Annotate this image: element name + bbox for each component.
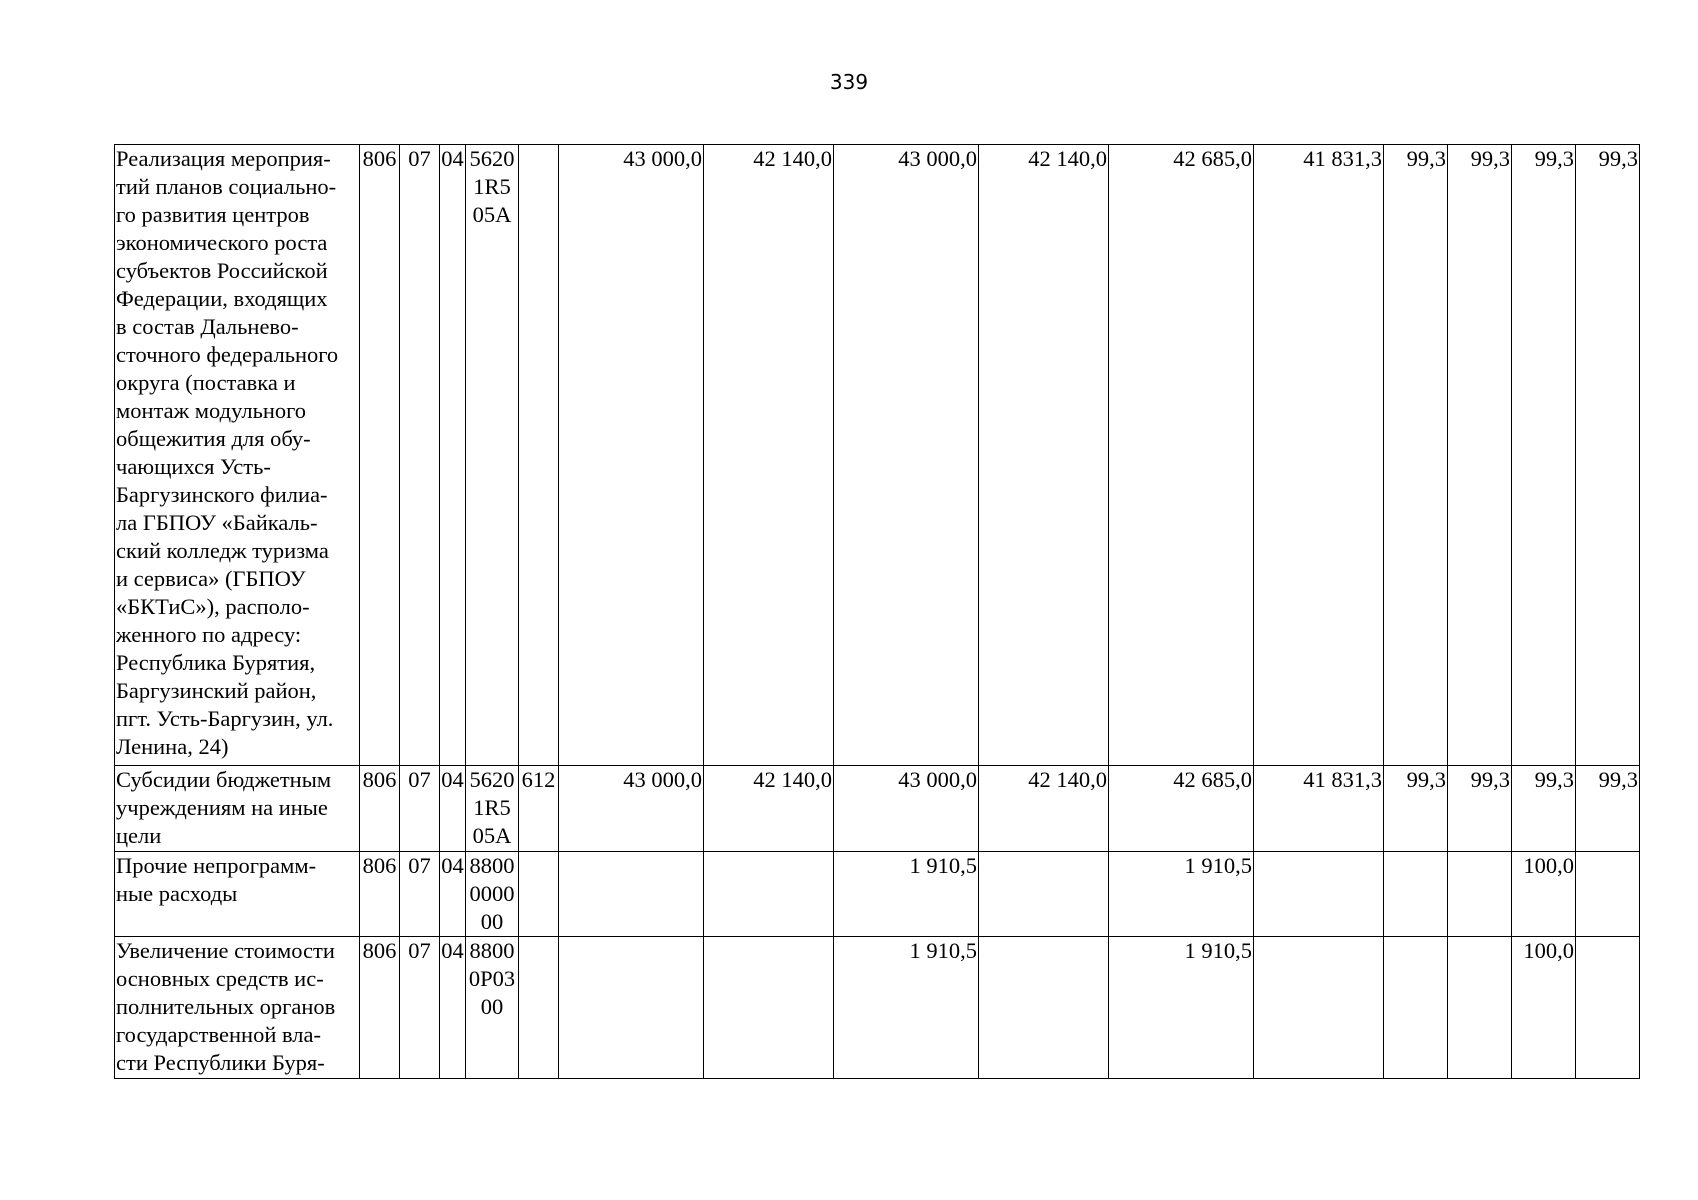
amount-2: 42 140,0 — [704, 766, 834, 852]
amount-2 — [704, 937, 834, 1079]
percent-1 — [1384, 937, 1448, 1079]
percent-3: 99,3 — [1512, 766, 1576, 852]
page-number: 339 — [829, 70, 869, 94]
expense-type-code — [519, 937, 559, 1079]
amount-4: 42 140,0 — [979, 145, 1109, 766]
amount-6: 41 831,3 — [1254, 766, 1384, 852]
row-name: Субсидии бюджетным учреждениям на иные цели — [115, 766, 360, 852]
section-code: 07 — [400, 852, 440, 937]
table-row — [115, 766, 1640, 852]
expense-type-code: 612 — [519, 766, 559, 852]
amount-3: 43 000,0 — [834, 145, 979, 766]
table-row — [115, 937, 1640, 1079]
expense-type-code — [519, 145, 559, 766]
amount-6 — [1254, 937, 1384, 1079]
amount-2 — [704, 852, 834, 937]
amount-4: 42 140,0 — [979, 766, 1109, 852]
amount-2: 42 140,0 — [704, 145, 834, 766]
amount-3: 1 910,5 — [834, 937, 979, 1079]
amount-1: 43 000,0 — [559, 145, 704, 766]
amount-4 — [979, 852, 1109, 937]
subsection-code: 04 — [440, 937, 466, 1079]
percent-3: 99,3 — [1512, 145, 1576, 766]
subsection-code: 04 — [440, 766, 466, 852]
percent-4: 99,3 — [1576, 145, 1640, 766]
percent-3: 100,0 — [1512, 937, 1576, 1079]
amount-5: 42 685,0 — [1109, 766, 1254, 852]
section-code: 07 — [400, 145, 440, 766]
percent-1: 99,3 — [1384, 766, 1448, 852]
target-item-code: 8800 0P03 00 — [466, 937, 519, 1079]
subsection-code: 04 — [440, 852, 466, 937]
grbs-code: 806 — [360, 852, 400, 937]
table-row — [115, 852, 1640, 937]
percent-1: 99,3 — [1384, 145, 1448, 766]
amount-1 — [559, 852, 704, 937]
amount-5: 1 910,5 — [1109, 937, 1254, 1079]
amount-5: 42 685,0 — [1109, 145, 1254, 766]
percent-1 — [1384, 852, 1448, 937]
amount-6: 41 831,3 — [1254, 145, 1384, 766]
amount-3: 1 910,5 — [834, 852, 979, 937]
percent-2: 99,3 — [1448, 766, 1512, 852]
row-name: Прочие непрограмм- ные расходы — [115, 852, 360, 937]
percent-3: 100,0 — [1512, 852, 1576, 937]
percent-2: 99,3 — [1448, 145, 1512, 766]
grbs-code: 806 — [360, 766, 400, 852]
budget-table — [114, 144, 1640, 1079]
amount-4 — [979, 937, 1109, 1079]
amount-1: 43 000,0 — [559, 766, 704, 852]
amount-5: 1 910,5 — [1109, 852, 1254, 937]
table-row — [115, 145, 1640, 766]
percent-2 — [1448, 852, 1512, 937]
section-code: 07 — [400, 937, 440, 1079]
grbs-code: 806 — [360, 937, 400, 1079]
percent-4 — [1576, 852, 1640, 937]
amount-3: 43 000,0 — [834, 766, 979, 852]
row-name: Увеличение стоимости основных средств ис- полнительных органов государственной вла- сти Республики Буря- — [115, 937, 360, 1079]
section-code: 07 — [400, 766, 440, 852]
row-name: Реализация мероприя- тий планов социально- го развития центров экономического роста субъектов Российской Федерации, входящих в состав Дальнево- сточного федерального округа (поставка и монтаж модульного общежития для обу- чающихся Усть- Баргузинского филиа- ла ГБПОУ «Байкаль- ский колледж туризма и сервиса» (ГБПОУ «БКТиС»), располо- женного по адресу: Республика Бурятия, Баргузинский район, пгт. Усть-Баргузин, ул. Ленина, 24) — [115, 145, 360, 766]
percent-4 — [1576, 937, 1640, 1079]
target-item-code: 5620 1R5 05A — [466, 766, 519, 852]
expense-type-code — [519, 852, 559, 937]
subsection-code: 04 — [440, 145, 466, 766]
percent-4: 99,3 — [1576, 766, 1640, 852]
amount-6 — [1254, 852, 1384, 937]
target-item-code: 5620 1R5 05A — [466, 145, 519, 766]
grbs-code: 806 — [360, 145, 400, 766]
target-item-code: 8800 0000 00 — [466, 852, 519, 937]
percent-2 — [1448, 937, 1512, 1079]
amount-1 — [559, 937, 704, 1079]
